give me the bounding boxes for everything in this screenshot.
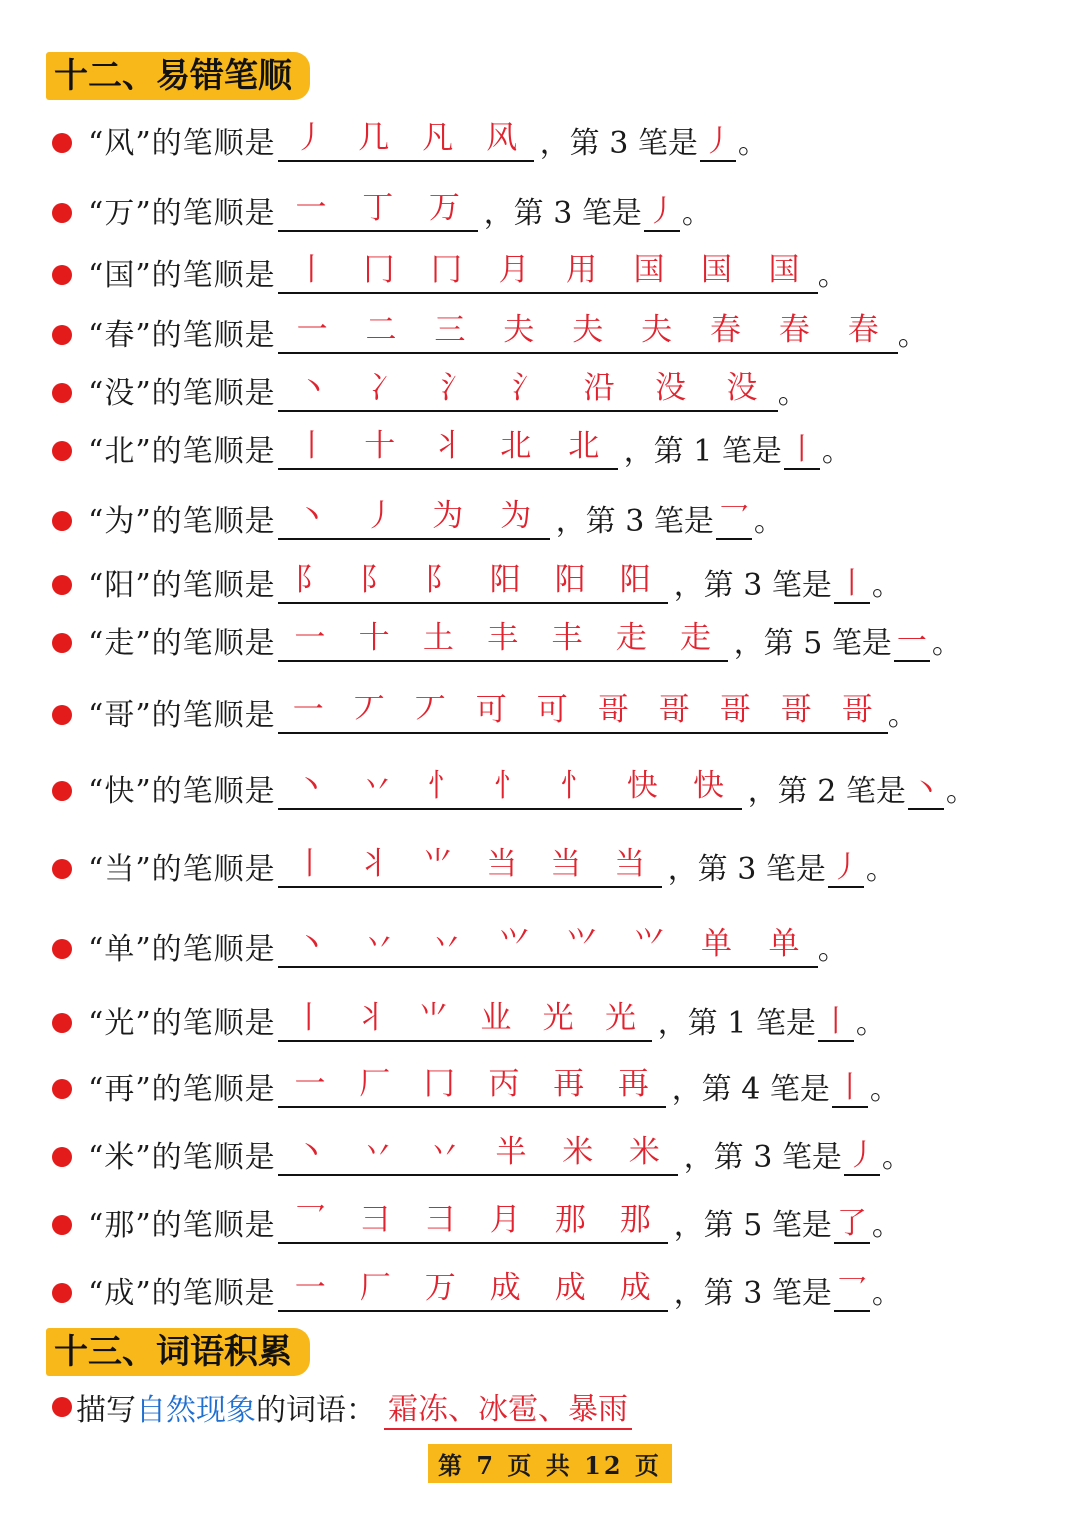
stroke-step: 国 [700, 252, 732, 288]
row-question: ，第 3 笔是 [539, 126, 698, 161]
stroke-step: 北 [568, 428, 600, 464]
row-question: ，第 3 笔是 [483, 196, 642, 231]
stroke-order-row [52, 1120, 912, 1176]
row-question: ，第 3 笔是 [673, 568, 832, 603]
row-prefix: “风”的笔顺是 [88, 126, 276, 161]
stroke-order-row [52, 1052, 900, 1108]
stroke-step: 快 [626, 768, 658, 804]
bullet-dot [52, 705, 72, 725]
stroke-step: 阳 [489, 562, 521, 598]
stroke-step: 阝 [424, 562, 456, 598]
stroke-step: 光 [542, 1000, 574, 1036]
stroke-step: 夫 [572, 312, 604, 348]
stroke-step: 哥 [780, 692, 812, 728]
bullet-dot [52, 1397, 72, 1417]
stroke-step: 丨 [296, 428, 328, 464]
stroke-step: 夫 [503, 312, 535, 348]
stroke-step: 半 [495, 1134, 527, 1170]
stroke-step: 土 [422, 620, 454, 656]
row-end-punct: 。 [855, 1006, 886, 1041]
stroke-step: 阳 [554, 562, 586, 598]
stroke-step: 丷 [362, 1134, 394, 1170]
stroke-step: 氵 [440, 370, 472, 406]
row-answer: 丿 [844, 1130, 880, 1176]
bullet-dot [52, 265, 72, 285]
stroke-step: ⺍ [565, 926, 597, 962]
stroke-sequence-blank [278, 758, 742, 810]
stroke-step: 走 [615, 620, 647, 656]
stroke-step: 丆 [414, 692, 446, 728]
row-question: ，第 3 笔是 [673, 1276, 832, 1311]
row-end-punct: 。 [737, 126, 768, 161]
stroke-step: 万 [424, 1270, 456, 1306]
bullet-dot [52, 203, 72, 223]
row-prefix: “快”的笔顺是 [88, 774, 276, 809]
row-answer: 乛 [716, 494, 752, 540]
row-prefix: “那”的笔顺是 [88, 1208, 276, 1243]
vocab-mid: 的词语： [256, 1393, 376, 1428]
section-13-title: 十三、词语积累 [46, 1328, 310, 1376]
stroke-step: 国 [633, 252, 665, 288]
row-end-punct: 。 [897, 318, 928, 353]
stroke-order-row [52, 484, 784, 540]
stroke-step: 风 [486, 120, 518, 156]
stroke-step: 丨 [293, 1000, 325, 1036]
stroke-sequence-blank [278, 552, 668, 604]
stroke-step: 丁 [362, 190, 394, 226]
stroke-step: 乛 [294, 1202, 326, 1238]
row-question: ，第 2 笔是 [747, 774, 906, 809]
row-answer: 了 [834, 1198, 870, 1244]
stroke-sequence-blank [278, 242, 818, 294]
stroke-step: 春 [778, 312, 810, 348]
stroke-step: 丿 [294, 120, 326, 156]
stroke-step: 丬 [358, 846, 390, 882]
stroke-step: 厂 [359, 1066, 391, 1102]
stroke-step: 快 [693, 768, 725, 804]
stroke-step: 忄 [494, 768, 526, 804]
row-prefix: “国”的笔顺是 [88, 258, 276, 293]
stroke-sequence-blank [278, 1124, 678, 1176]
stroke-step: 丬 [432, 428, 464, 464]
stroke-step: 忄 [427, 768, 459, 804]
row-prefix: “没”的笔顺是 [88, 376, 276, 411]
row-prefix: “再”的笔顺是 [88, 1072, 276, 1107]
stroke-order-row [52, 986, 886, 1042]
stroke-step: 冂 [423, 1066, 455, 1102]
stroke-step: 没 [726, 370, 758, 406]
row-answer: 一 [894, 616, 930, 662]
stroke-step: 丷 [361, 768, 393, 804]
row-end-punct: 。 [871, 1276, 902, 1311]
stroke-order-row [52, 238, 848, 294]
stroke-step: 光 [604, 1000, 636, 1036]
bullet-dot [52, 939, 72, 959]
stroke-step: 一 [296, 312, 328, 348]
stroke-step: 丬 [355, 1000, 387, 1036]
stroke-step: 几 [358, 120, 390, 156]
stroke-step: 成 [489, 1270, 521, 1306]
stroke-order-row [52, 832, 896, 888]
bullet-dot [52, 633, 72, 653]
stroke-step: 没 [655, 370, 686, 406]
stroke-sequence-blank [278, 1056, 666, 1108]
row-prefix: “春”的笔顺是 [88, 318, 276, 353]
stroke-step: 阝 [294, 562, 326, 598]
row-question: ，第 1 笔是 [657, 1006, 816, 1041]
stroke-step: 再 [553, 1066, 585, 1102]
stroke-step: 丨 [295, 252, 327, 288]
row-end-punct: 。 [871, 1208, 902, 1243]
stroke-step: 丆 [353, 692, 385, 728]
stroke-step: 阳 [619, 562, 651, 598]
bullet-dot [52, 575, 72, 595]
page-footer: 第 7 页 共 12 页 [428, 1444, 672, 1483]
stroke-step: 那 [554, 1202, 586, 1238]
stroke-order-row [52, 678, 918, 734]
stroke-step: 可 [536, 692, 568, 728]
stroke-order-row [52, 106, 768, 162]
stroke-step: 单 [700, 926, 732, 962]
stroke-step: 春 [847, 312, 879, 348]
row-answer: 丨 [784, 424, 820, 470]
stroke-step: 可 [475, 692, 507, 728]
stroke-step: 丶 [295, 768, 327, 804]
stroke-step: 彐 [424, 1202, 456, 1238]
row-question: ，第 3 笔是 [555, 504, 714, 539]
stroke-sequence-blank [278, 610, 728, 662]
bullet-dot [52, 781, 72, 801]
bullet-dot [52, 133, 72, 153]
row-question: ，第 3 笔是 [683, 1140, 842, 1175]
vocab-row [52, 1384, 632, 1430]
bullet-dot [52, 441, 72, 461]
bullet-dot [52, 1147, 72, 1167]
stroke-step: 哥 [841, 692, 873, 728]
row-end-punct: 。 [865, 852, 896, 887]
row-prefix: “光”的笔顺是 [88, 1006, 276, 1041]
row-end-punct: 。 [869, 1072, 900, 1107]
row-end-punct: 。 [945, 774, 976, 809]
stroke-step: 为 [500, 498, 532, 534]
stroke-step: 冂 [363, 252, 395, 288]
stroke-step: 二 [365, 312, 397, 348]
row-answer: 丨 [834, 558, 870, 604]
stroke-step: ⺍ [498, 926, 530, 962]
stroke-step: 哥 [597, 692, 629, 728]
vocab-highlight: 自然现象 [136, 1393, 256, 1428]
stroke-step: 丙 [488, 1066, 520, 1102]
stroke-sequence-blank [278, 682, 888, 734]
stroke-step: 彐 [359, 1202, 391, 1238]
stroke-step: 成 [619, 1270, 651, 1306]
vocab-lead: 描写 [76, 1393, 136, 1428]
stroke-step: 丷 [428, 1134, 460, 1170]
stroke-step: 再 [617, 1066, 649, 1102]
stroke-order-row [52, 298, 928, 354]
row-answer: 丨 [818, 996, 854, 1042]
row-question: ，第 5 笔是 [733, 626, 892, 661]
stroke-step: 一 [294, 620, 326, 656]
row-answer: 乛 [834, 1266, 870, 1312]
row-prefix: “单”的笔顺是 [88, 932, 276, 967]
stroke-step: 一 [294, 1066, 326, 1102]
row-question: ，第 4 笔是 [671, 1072, 830, 1107]
stroke-step: 当 [550, 846, 582, 882]
stroke-order-row [52, 912, 848, 968]
stroke-step: 当 [486, 846, 518, 882]
stroke-order-row [52, 548, 902, 604]
row-end-punct: 。 [881, 1140, 912, 1175]
stroke-order-row [52, 754, 976, 810]
stroke-step: 哥 [719, 692, 751, 728]
stroke-sequence-blank [278, 990, 652, 1042]
stroke-step: 万 [428, 190, 460, 226]
row-end-punct: 。 [817, 932, 848, 967]
row-answer: 丿 [644, 186, 680, 232]
stroke-sequence-blank [278, 836, 662, 888]
row-end-punct: 。 [821, 434, 852, 469]
stroke-step: 北 [500, 428, 532, 464]
stroke-step: 走 [680, 620, 712, 656]
bullet-dot [52, 1079, 72, 1099]
row-question: ，第 5 笔是 [673, 1208, 832, 1243]
bullet-dot [52, 1013, 72, 1033]
row-prefix: “哥”的笔顺是 [88, 698, 276, 733]
stroke-order-row [52, 356, 808, 412]
stroke-step: 丶 [297, 370, 329, 406]
stroke-step: 厂 [359, 1270, 391, 1306]
row-question: ，第 3 笔是 [667, 852, 826, 887]
stroke-step: 沿 [583, 370, 615, 406]
stroke-step: ⺌ [418, 1000, 449, 1036]
stroke-step: 丨 [294, 846, 326, 882]
stroke-step: 冫 [369, 370, 401, 406]
stroke-step: 丶 [295, 1134, 327, 1170]
stroke-step: 单 [768, 926, 800, 962]
bullet-dot [52, 1215, 72, 1235]
stroke-step: 米 [628, 1134, 660, 1170]
stroke-step: 国 [768, 252, 800, 288]
stroke-step: 丶 [296, 498, 328, 534]
row-end-punct: 。 [887, 698, 918, 733]
row-prefix: “为”的笔顺是 [88, 504, 276, 539]
section-12-title: 十二、易错笔顺 [46, 52, 310, 100]
row-end-punct: 。 [871, 568, 902, 603]
row-prefix: “北”的笔顺是 [88, 434, 276, 469]
row-answer: 丿 [700, 116, 736, 162]
bullet-dot [52, 325, 72, 345]
stroke-step: 春 [709, 312, 741, 348]
row-prefix: “成”的笔顺是 [88, 1276, 276, 1311]
stroke-step: 一 [292, 692, 324, 728]
stroke-step: 那 [619, 1202, 651, 1238]
stroke-step: 丶 [295, 926, 327, 962]
bullet-dot [52, 511, 72, 531]
stroke-step: 米 [562, 1134, 594, 1170]
row-prefix: “当”的笔顺是 [88, 852, 276, 887]
vocab-answer: 霜冻、冰雹、暴雨 [384, 1384, 632, 1430]
stroke-step: 月 [498, 252, 530, 288]
row-prefix: “走”的笔顺是 [88, 626, 276, 661]
row-prefix: “阳”的笔顺是 [88, 568, 276, 603]
stroke-step: 阝 [359, 562, 391, 598]
stroke-sequence-blank [278, 360, 778, 412]
stroke-step: 冂 [430, 252, 462, 288]
row-end-punct: 。 [777, 376, 808, 411]
stroke-step: 凡 [422, 120, 454, 156]
stroke-step: 夫 [641, 312, 673, 348]
stroke-step: 三 [434, 312, 466, 348]
stroke-sequence-blank [278, 488, 550, 540]
stroke-order-row [52, 176, 712, 232]
stroke-order-row [52, 606, 962, 662]
stroke-step: 忄 [560, 768, 592, 804]
row-end-punct: 。 [931, 626, 962, 661]
stroke-step: 丿 [364, 498, 396, 534]
stroke-step: 一 [295, 190, 327, 226]
row-prefix: “万”的笔顺是 [88, 196, 276, 231]
bullet-dot [52, 383, 72, 403]
stroke-step: 十 [364, 428, 396, 464]
stroke-sequence-blank [278, 1260, 668, 1312]
stroke-sequence-blank [278, 916, 818, 968]
row-question: ，第 1 笔是 [623, 434, 782, 469]
stroke-step: 丰 [551, 620, 583, 656]
stroke-order-row [52, 1188, 902, 1244]
stroke-step: 月 [489, 1202, 521, 1238]
stroke-step: 氵 [512, 370, 544, 406]
stroke-order-row [52, 1256, 902, 1312]
row-answer: 丿 [828, 842, 864, 888]
bullet-dot [52, 859, 72, 879]
row-prefix: “米”的笔顺是 [88, 1140, 276, 1175]
stroke-sequence-blank [278, 302, 898, 354]
stroke-sequence-blank [278, 110, 534, 162]
stroke-step: 丰 [487, 620, 519, 656]
stroke-step: 哥 [658, 692, 690, 728]
stroke-order-row [52, 414, 852, 470]
stroke-step: ⺌ [422, 846, 454, 882]
row-answer: 丶 [908, 764, 944, 810]
stroke-step: 业 [480, 1000, 512, 1036]
row-end-punct: 。 [817, 258, 848, 293]
row-end-punct: 。 [753, 504, 784, 539]
stroke-step: 丷 [363, 926, 395, 962]
stroke-step: 为 [432, 498, 464, 534]
bullet-dot [52, 1283, 72, 1303]
row-end-punct: 。 [681, 196, 712, 231]
stroke-step: 当 [614, 846, 646, 882]
stroke-step: 成 [554, 1270, 586, 1306]
stroke-step: 十 [358, 620, 390, 656]
stroke-sequence-blank [278, 418, 618, 470]
stroke-sequence-blank [278, 1192, 668, 1244]
stroke-step: 丷 [430, 926, 462, 962]
stroke-sequence-blank [278, 180, 478, 232]
stroke-step: ⺍ [633, 926, 665, 962]
row-answer: 丨 [832, 1062, 868, 1108]
stroke-step: 一 [294, 1270, 326, 1306]
stroke-step: 用 [565, 252, 597, 288]
